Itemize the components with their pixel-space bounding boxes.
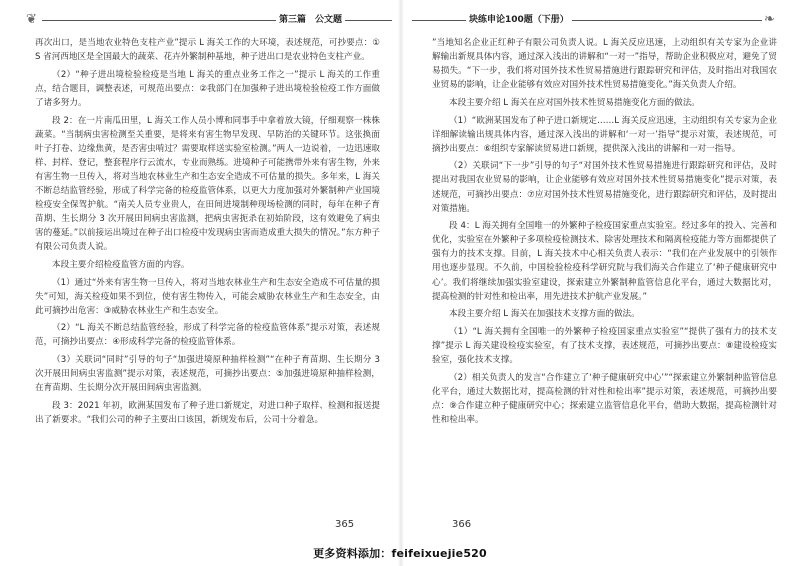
header-book-tag: 块练申论100题（下册） <box>466 13 572 28</box>
paragraph: （3）关联词“同时”引导的句子“加强进境原种抽样检测”“在种子育苗期、生长期分 3 次开展田间病虫害监测”提示对策，表述规范，可摘抄出要点：⑤加强进境原种抽样检测，在育苗期、生长期分次开展田间病虫害监测。 <box>35 355 380 394</box>
paragraph: （2）“种子进出境检验检疫是当地 L 海关的重点业务工作之一”提示 L 海关的工作重点，结合题目，调整表述，可规范出要点：②我部门在加强种子进出境检验检疫工作方面做了诸多努力。 <box>35 69 380 108</box>
paragraph: （1）“欧洲某国发布了种子进口新规定……L 海关反应迅速，主动组织有关专家为企业详细解读输出规具体内容，通过深入浅出的讲解和‘一对一’指导”提示对策，表述规范，可摘抄出要点：⑥组织专家解读贸易进口新规，提供深入浅出的讲解和一对一指导。 <box>432 115 777 154</box>
book-gutter <box>398 0 404 566</box>
paragraph: （2）“L 海关不断总结监管经验，形成了科学完备的检疫监管体系”提示对策，表述规范，可摘抄出要点：④形成科学完备的检疫监管体系。 <box>35 323 380 348</box>
left-page-body <box>35 36 380 431</box>
header-rule <box>412 20 762 21</box>
leaf-ornament-icon: ❧ <box>764 12 775 27</box>
paragraph: （2）关联词“下一步”引导的句子“对国外技术性贸易措施进行跟踪研究和评估，及时提出对我国农业贸易的影响，让企业能够有效应对国外技术性贸易措施变化”提示对策，表述规范，可摘抄出要点：⑦应对国外技术性贸易措施变化，进行跟踪研究和评估，及时提出对策措施。 <box>432 161 777 214</box>
paragraph: （1）“L 海关拥有全国唯一的外繁种子检疫国家重点实验室”“提供了强有力的技术支撑”提示 L 海关建设检疫实验室，有了技术支撑，表述规范，可摘抄出要点：⑧建设检疫实验室，强化技术支撑。 <box>432 327 777 366</box>
paragraph: 段 4：L 海关拥有全国唯一的外繁种子检疫国家重点实验室。经过多年的投入、完善和优化，实验室在外繁种子多项检疫检测技术、除害处理技术和隔离检疫能力等方面都提供了强有力的技术支撑。目前，L 海关技术中心相关负责人表示：“我们在产业发展中的引领作用也逐步显现。不久前，中国检验检疫科学研究院与我们海关合作建立了‘种子健康研究中心’。我们将继续加强实验室建设，探索建立外繁制种监管信息化平台，通过大数据比对，提高检测的针对性和检出率，用先进技术护航产业发展。” <box>432 221 777 302</box>
right-page-number: 366 <box>452 519 472 530</box>
paragraph: 段 2：在一片南瓜田里，L 海关工作人员小博和同事手中拿着放大镜，仔细观察一株株蔬菜。“当制病虫害检测至关重要，是将来有害生物早发现、早防治的关键环节。这张换面叶子打卷、边缘焦黄，是否害虫啃过？需要取样送实验室检测。”两人一边说着，一边迅速取样、封样、登记，整套程序行云流水，专业而熟练。进境种子可能携带外来有害生物，外来有害生物一旦传入，将对当地农林业生产和生态安全造成不可估量的损失。多年来，L 海关不断总结监管经验，形成了科学完备的检疫监管体系，以更大力度加强对外繁制种产业国境检疫安全保驾护航。“南关人员专业贵人，在田间进境制种现场检测的同时，每年在种子育苗期、生长期分 3 次开展田间病虫害监测，把病虫害扼杀在初始阶段，这有效避免了病虫害的蔓延。”以前接运出境过在种子出口检疫中发现病虫害而造成重大损失的情况。”东方种子有限公司负责人说。 <box>35 115 380 253</box>
paragraph: （1）通过“外来有害生物一旦传入，将对当地农林业生产和生态安全造成不可估量的损失”可知，海关检疫如果不到位，使有害生物传入，可能会威胁农林业生产和生态安全，由此可摘抄出危害：③威胁农林业生产和生态安全。 <box>35 277 380 316</box>
paragraph: 再次出口，是当地农业特色支柱产业”提示 L 海关工作的大环境，表述规范，可抄要点：①S 省河西地区是全国最大的蔬菜、花卉外繁制种基地，种子进出口是农业特色支柱产业。 <box>35 38 380 63</box>
header-section-tag: 第三篇 公文题 <box>276 13 345 28</box>
leaf-ornament-icon: ❦ <box>26 12 37 27</box>
paragraph: 本段主要介绍检疫监管方面的内容。 <box>52 259 190 270</box>
paragraph: ”当地知名企业正红种子有限公司负责人说。L 海关反应迅速，上动组织有关专家为企业讲解输出新规具体内容，通过深入浅出的讲解和“一对一”指导，帮助企业积极应对，避免了贸易损失。“下一步，我们将对国外技术性贸易措施进行跟踪研究和评估，及时指出对我国农业贸易的影响，让企业能够有效应对国外技术性贸易措施变化。”海关负责人介绍。 <box>432 38 777 91</box>
footer-contact-text: 更多资料添加：feifeixuejie520 <box>313 547 487 560</box>
paragraph: 段 3：2021 年初，欧洲某国发布了种子进口新规定，对进口种子取样、检测和报送提出了新要求。“我们公司的种子主要出口该国，新规发布后，公司十分着急。 <box>35 400 380 425</box>
right-page-body <box>432 36 777 431</box>
left-page-header <box>26 10 392 30</box>
paragraph: 本段主要介绍 L 海关在加强技术支撑方面的做法。 <box>449 309 640 320</box>
paragraph: 本段主要介绍 L 海关在应对国外技术性贸易措施变化方面的做法。 <box>449 97 700 108</box>
right-page-header <box>412 10 778 30</box>
paragraph: （2）相关负责人的发言“合作建立了‘种子健康研究中心’”“探索建立外繁制种监管信息化平台，通过大数据比对，提高检测的针对性和检出率”提示对策，表述规范，可摘抄出要点：⑨合作建立种子健康研究中心；探索建立监管信息化平台，借助大数据，提高检测针对性和检出率。 <box>432 372 777 425</box>
left-page-number: 365 <box>335 519 355 530</box>
